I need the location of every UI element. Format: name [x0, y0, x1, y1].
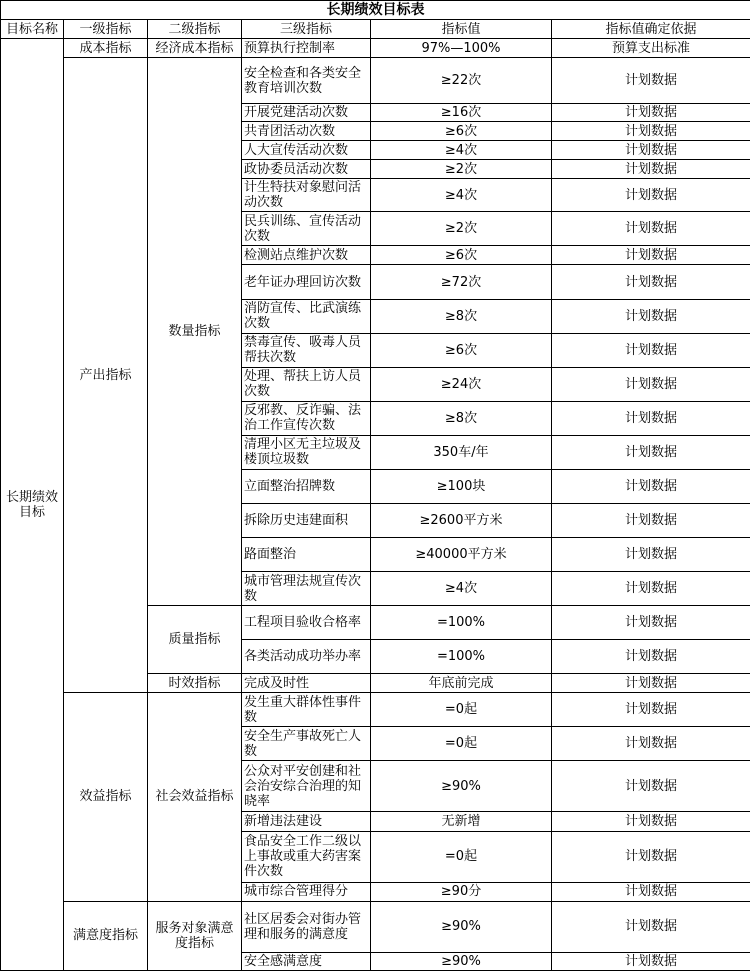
level2-timeliness: 时效指标	[148, 674, 242, 693]
basis-cell: 计划数据	[552, 160, 750, 179]
indicator-cell: 清理小区无主垃圾及楼顶垃圾数	[242, 435, 371, 469]
indicator-cell: 各类活动成功举办率	[242, 640, 371, 674]
value-cell: ≥8次	[371, 299, 552, 333]
value-cell: ≥100块	[371, 469, 552, 503]
basis-cell: 计划数据	[552, 503, 750, 537]
indicator-cell: 预算执行控制率	[242, 39, 371, 58]
indicator-cell: 禁毒宣传、吸毒人员帮扶次数	[242, 333, 371, 367]
value-cell: =0起	[371, 727, 552, 761]
value-cell: ≥4次	[371, 141, 552, 160]
basis-cell: 计划数据	[552, 640, 750, 674]
indicator-cell: 食品安全工作二级以上事故或重大药害案件次数	[242, 831, 371, 882]
value-cell: ≥2次	[371, 212, 552, 246]
value-cell: ≥90%	[371, 761, 552, 812]
value-cell: ≥2次	[371, 160, 552, 179]
indicator-cell: 发生重大群体性事件数	[242, 693, 371, 727]
basis-cell: 预算支出标准	[552, 39, 750, 58]
indicator-cell: 消防宣传、比武演练次数	[242, 299, 371, 333]
value-cell: ≥90%	[371, 952, 552, 970]
indicator-cell: 立面整治招牌数	[242, 469, 371, 503]
level1-cost: 成本指标	[64, 39, 148, 58]
basis-cell: 计划数据	[552, 469, 750, 503]
header-level1: 一级指标	[64, 20, 148, 39]
indicator-cell: 城市综合管理得分	[242, 882, 371, 901]
indicator-cell: 政协委员活动次数	[242, 160, 371, 179]
indicator-cell: 老年证办理回访次数	[242, 265, 371, 299]
header-value: 指标值	[371, 20, 552, 39]
indicator-cell: 处理、帮扶上访人员次数	[242, 367, 371, 401]
value-cell: ≥6次	[371, 122, 552, 141]
basis-cell: 计划数据	[552, 727, 750, 761]
basis-cell: 计划数据	[552, 104, 750, 122]
value-cell: 97%—100%	[371, 39, 552, 58]
value-cell: ≥16次	[371, 104, 552, 122]
basis-cell: 计划数据	[552, 122, 750, 141]
value-cell: ≥4次	[371, 572, 552, 606]
basis-cell: 计划数据	[552, 693, 750, 727]
value-cell: ≥4次	[371, 179, 552, 212]
level1-benefit: 效益指标	[64, 693, 148, 901]
indicator-cell: 公众对平安创建和社会治安综合治理的知晓率	[242, 761, 371, 812]
value-cell: ≥24次	[371, 367, 552, 401]
basis-cell: 计划数据	[552, 831, 750, 882]
indicator-cell: 计生特扶对象慰问活动次数	[242, 179, 371, 212]
indicator-cell: 拆除历史违建面积	[242, 503, 371, 537]
basis-cell: 计划数据	[552, 901, 750, 952]
basis-cell: 计划数据	[552, 952, 750, 970]
header-basis: 指标值确定依据	[552, 20, 750, 39]
value-cell: 350车/年	[371, 435, 552, 469]
basis-cell: 计划数据	[552, 299, 750, 333]
basis-cell: 计划数据	[552, 179, 750, 212]
level1-output: 产出指标	[64, 58, 148, 693]
indicator-cell: 完成及时性	[242, 674, 371, 693]
value-cell: ≥90分	[371, 882, 552, 901]
value-cell: =0起	[371, 831, 552, 882]
indicator-cell: 民兵训练、宣传活动次数	[242, 212, 371, 246]
value-cell: ≥90%	[371, 901, 552, 952]
basis-cell: 计划数据	[552, 246, 750, 265]
level2-economic-cost: 经济成本指标	[148, 39, 242, 58]
indicator-cell: 社区居委会对街办管理和服务的满意度	[242, 901, 371, 952]
basis-cell: 计划数据	[552, 435, 750, 469]
level1-satisfaction: 满意度指标	[64, 901, 148, 970]
level2-quality: 质量指标	[148, 606, 242, 674]
basis-cell: 计划数据	[552, 367, 750, 401]
indicator-cell: 新增违法建设	[242, 812, 371, 831]
basis-cell: 计划数据	[552, 58, 750, 104]
table-title: 长期绩效目标表	[1, 1, 750, 20]
indicator-cell: 共青团活动次数	[242, 122, 371, 141]
indicator-cell: 人大宣传活动次数	[242, 141, 371, 160]
value-cell: ≥2600平方米	[371, 503, 552, 537]
value-cell: ≥8次	[371, 401, 552, 435]
value-cell: ≥72次	[371, 265, 552, 299]
value-cell: ≥6次	[371, 333, 552, 367]
indicator-cell: 反邪教、反诈骗、法治工作宣传次数	[242, 401, 371, 435]
indicator-cell: 安全生产事故死亡人数	[242, 727, 371, 761]
level2-service-satisfaction: 服务对象满意度指标	[148, 901, 242, 970]
indicator-cell: 检测站点维护次数	[242, 246, 371, 265]
basis-cell: 计划数据	[552, 265, 750, 299]
header-goal-name: 目标名称	[1, 20, 64, 39]
basis-cell: 计划数据	[552, 882, 750, 901]
basis-cell: 计划数据	[552, 333, 750, 367]
basis-cell: 计划数据	[552, 141, 750, 160]
basis-cell: 计划数据	[552, 761, 750, 812]
indicator-cell: 安全感满意度	[242, 952, 371, 970]
indicator-cell: 工程项目验收合格率	[242, 606, 371, 640]
indicator-cell: 城市管理法规宣传次数	[242, 572, 371, 606]
value-cell: =100%	[371, 640, 552, 674]
basis-cell: 计划数据	[552, 812, 750, 831]
basis-cell: 计划数据	[552, 572, 750, 606]
header-level2: 二级指标	[148, 20, 242, 39]
indicator-cell: 开展党建活动次数	[242, 104, 371, 122]
basis-cell: 计划数据	[552, 674, 750, 693]
value-cell: ≥22次	[371, 58, 552, 104]
value-cell: =100%	[371, 606, 552, 640]
indicator-cell: 安全检查和各类安全教育培训次数	[242, 58, 371, 104]
value-cell: 年底前完成	[371, 674, 552, 693]
value-cell: ≥40000平方米	[371, 537, 552, 571]
basis-cell: 计划数据	[552, 212, 750, 246]
level2-quantity: 数量指标	[148, 58, 242, 606]
value-cell: =0起	[371, 693, 552, 727]
indicator-cell: 路面整治	[242, 537, 371, 571]
value-cell: ≥6次	[371, 246, 552, 265]
basis-cell: 计划数据	[552, 606, 750, 640]
basis-cell: 计划数据	[552, 401, 750, 435]
header-level3: 三级指标	[242, 20, 371, 39]
basis-cell: 计划数据	[552, 537, 750, 571]
value-cell: 无新增	[371, 812, 552, 831]
level2-social-benefit: 社会效益指标	[148, 693, 242, 901]
goal-name-cell: 长期绩效目标	[1, 39, 64, 971]
